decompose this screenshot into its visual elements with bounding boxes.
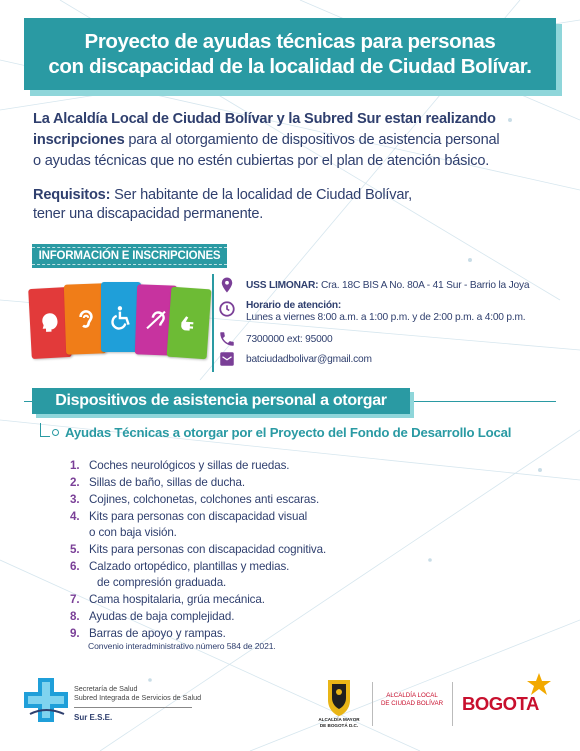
bracket-decoration: [40, 423, 50, 437]
wheelchair-icon: [108, 304, 134, 330]
item-number: 9.: [70, 627, 80, 640]
footer-rule: [74, 707, 192, 708]
list-item: [70, 559, 410, 591]
item-number: 2.: [70, 476, 80, 489]
email-text: batciudadbolivar@gmail.com: [246, 354, 372, 365]
subred-sur-logo: [24, 676, 304, 726]
list-item: [70, 609, 410, 625]
item-number: 8.: [70, 610, 80, 623]
intro-bold-2: inscripciones: [33, 132, 125, 148]
address-label: USS LIMONAR:: [246, 280, 319, 291]
contact-address: [218, 276, 529, 294]
list-item: [70, 542, 410, 558]
requirements: [33, 186, 553, 224]
intro-paragraph: [33, 109, 553, 172]
item-number: 4.: [70, 510, 80, 523]
hours-text: Lunes a viernes 8:00 a.m. a 1:00 p.m. y de 2:00 p.m. a 4:00 p.m.: [246, 312, 526, 323]
item-text: Cojines, colchonetas, colchones anti escaras.: [89, 493, 320, 506]
mail-icon: [218, 350, 236, 368]
intro-rest-1: para al otorgamiento de dispositivos de asistencia personal: [124, 132, 500, 148]
clock-icon: [218, 300, 236, 318]
star-icon: [526, 672, 552, 696]
health-cross-icon: [24, 676, 68, 724]
footer-secretaria: Secretaría de Salud: [74, 684, 138, 693]
alcaldia-mayor-line-2: DE BOGOTÁ D.C.: [319, 722, 359, 728]
disability-cards: [30, 282, 208, 356]
card-sign-language: [167, 287, 212, 360]
subheading-row: [40, 425, 511, 440]
address-text: Cra. 18C BIS A No. 80A - 41 Sur - Barrio la Joya: [318, 280, 530, 291]
alcaldia-mayor-text: [315, 717, 363, 728]
title-line-1: Proyecto de ayudas técnicas para personas: [84, 30, 496, 53]
item-text: Sillas de baño, sillas de ducha.: [89, 476, 245, 489]
bogota-logo-text: BOGOTA: [462, 693, 539, 714]
contact-hours: [218, 300, 525, 324]
item-text-continued: de compresión graduada.: [97, 576, 227, 589]
hours-label: Horario de atención:: [246, 300, 342, 311]
footer-separator: [372, 682, 373, 726]
footer-sur: Sur E.S.E.: [74, 713, 113, 722]
list-item: [70, 475, 410, 491]
footer-subred: Subred Integrada de Servicios de Salud: [74, 693, 202, 702]
subheading: Ayudas Técnicas a otorgar por el Proyecto del Fondo de Desarrollo Local: [65, 425, 512, 440]
contact-divider: [212, 274, 214, 372]
list-item: [70, 492, 410, 508]
intro-bold-1: La Alcaldía Local de Ciudad Bolívar y la Subred Sur estan realizando: [33, 111, 496, 127]
sign-language-icon: [175, 309, 203, 337]
list-item: [70, 626, 410, 642]
requirements-line-1: Ser habitante de la localidad de Ciudad Bolívar,: [110, 187, 413, 203]
alcaldia-mayor-line-1: ALCALDÍA MAYOR: [318, 717, 360, 722]
bullet-circle-icon: [52, 429, 59, 436]
location-pin-icon: [218, 276, 236, 294]
list-item: [70, 509, 410, 541]
item-number: 3.: [70, 493, 80, 506]
requirements-line-2: tener una discapacidad permanente.: [33, 206, 264, 222]
item-text: Coches neurológicos y sillas de ruedas.: [89, 459, 290, 472]
item-number: 1.: [70, 459, 80, 472]
item-text: Calzado ortopédico, plantillas y medias.: [89, 560, 290, 573]
item-text: Cama hospitalaria, grúa mecánica.: [89, 593, 265, 606]
intro-rest-2: o ayudas técnicas que no estén cubiertas por el plan de atención básico.: [33, 153, 490, 169]
card-hearing: [64, 283, 106, 354]
contact-phone: [218, 330, 332, 348]
list-item: [70, 458, 410, 474]
requirements-label: Requisitos:: [33, 187, 111, 203]
alcaldia-local-line-2: DE CIUDAD BOLÍVAR: [380, 699, 444, 707]
alcaldia-local-text: [380, 692, 444, 707]
footer-separator: [452, 682, 453, 726]
title-line-2: con discapacidad de la localidad de Ciudad Bolívar.: [48, 55, 532, 78]
convenio-note: Convenio interadministrativo número 584 de 2021.: [88, 641, 276, 651]
section-title: Dispositivos de asistencia personal a otorgar: [32, 388, 410, 414]
contact-email: [218, 350, 372, 368]
item-text: Kits para personas con discapacidad visual: [89, 510, 308, 523]
title-banner: [24, 18, 556, 90]
item-text: Ayudas de baja complejidad.: [89, 610, 235, 623]
hearing-icon: [143, 307, 170, 334]
items-list: [70, 458, 410, 643]
item-number: 6.: [70, 560, 80, 573]
item-text: Kits para personas con discapacidad cognitiva.: [89, 543, 327, 556]
info-header: INFORMACIÓN E INSCRIPCIONES: [32, 244, 227, 268]
phone-text: 7300000 ext: 95000: [246, 334, 333, 345]
phone-icon: [218, 330, 236, 348]
item-number: 7.: [70, 593, 80, 606]
list-item: [70, 592, 410, 608]
item-number: 5.: [70, 543, 80, 556]
ear-icon: [72, 306, 99, 333]
head-brain-icon: [36, 309, 63, 336]
alcaldia-local-line-1: ALCALDÍA LOCAL: [386, 692, 438, 699]
item-text: Barras de apoyo y rampas.: [89, 627, 226, 640]
item-text-continued: o con baja visión.: [89, 526, 177, 539]
